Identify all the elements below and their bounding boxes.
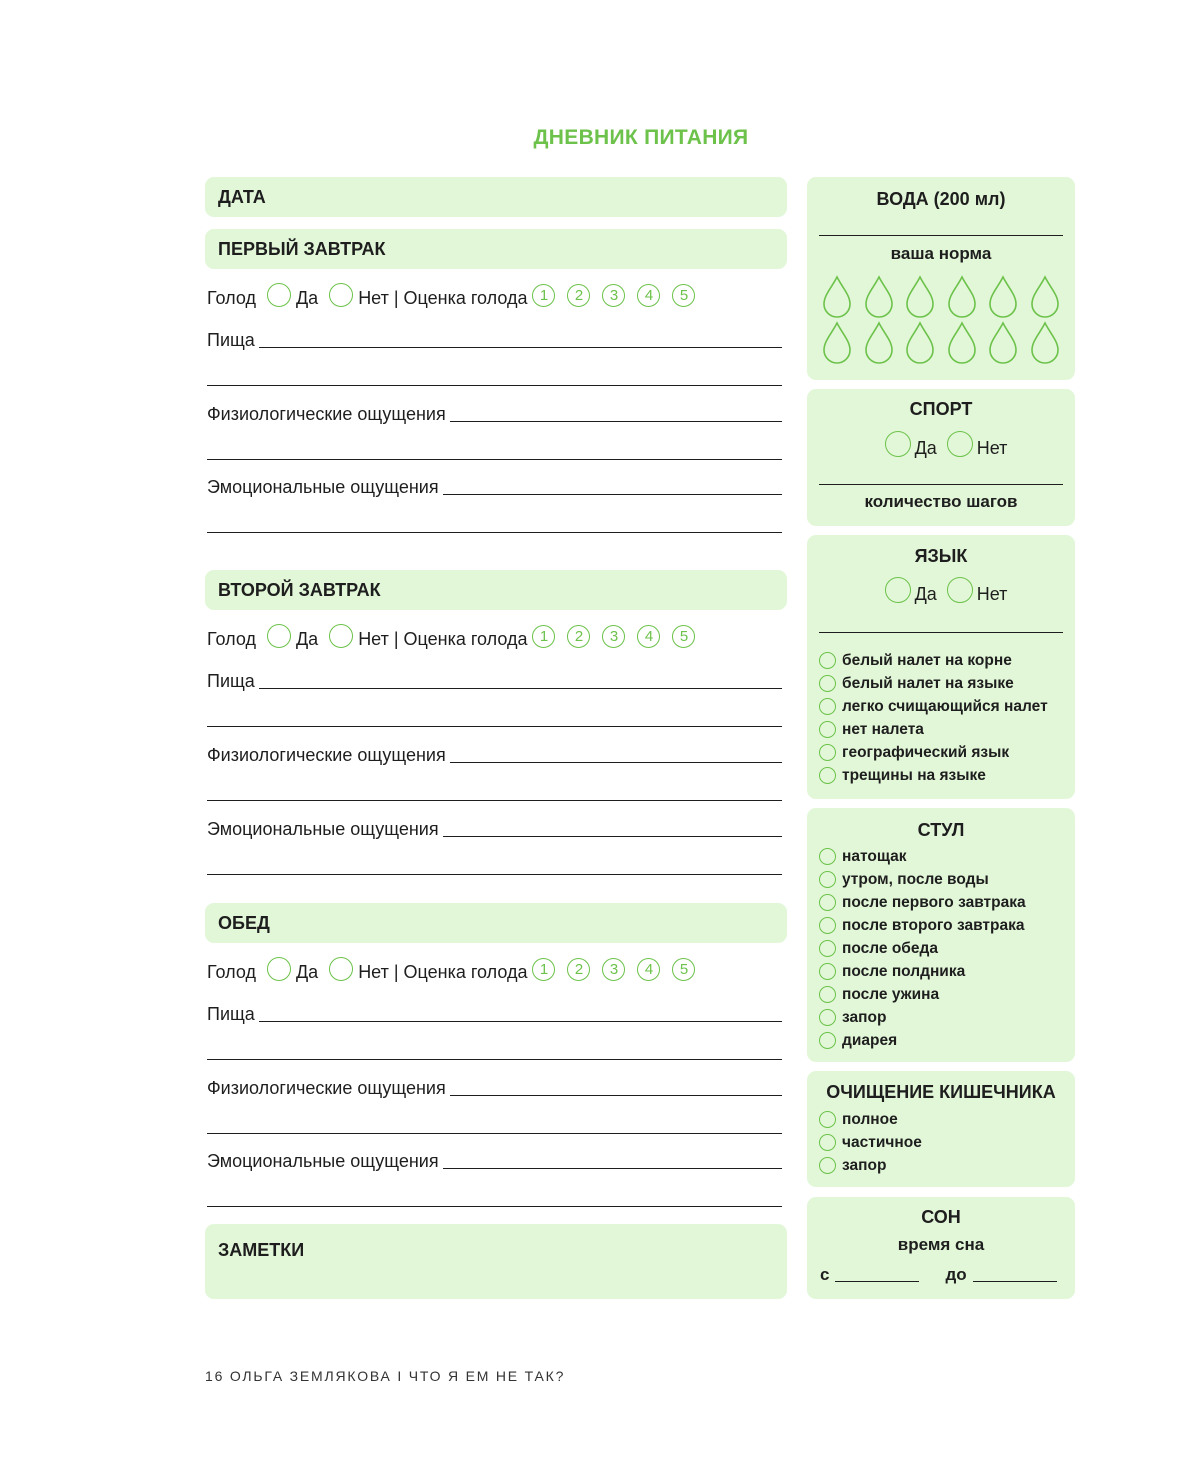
option-label: белый налет на языке <box>842 674 1014 692</box>
bowel-option[interactable] <box>819 1131 922 1154</box>
meal-header-second-breakfast <box>205 570 787 610</box>
sport-title: СПОРТ <box>909 399 973 419</box>
hunger-score-1[interactable]: 1 <box>532 958 555 981</box>
hunger-score-4[interactable]: 4 <box>637 958 660 981</box>
sleep-from-label: с <box>820 1265 830 1284</box>
option-label: географический язык <box>842 743 1010 761</box>
sport-no-label: Нет <box>976 437 1008 458</box>
food-field[interactable] <box>207 1004 782 1025</box>
water-drop-icon[interactable] <box>821 321 853 365</box>
stool-option[interactable] <box>819 960 1026 983</box>
option-label: после полдника <box>842 962 966 980</box>
tongue-option[interactable] <box>819 741 1048 764</box>
hunger-label: Голод <box>207 287 256 308</box>
tongue-yes-no <box>807 581 1075 607</box>
hunger-no-radio[interactable] <box>329 957 353 981</box>
water-norm-line[interactable] <box>819 235 1063 236</box>
option-radio[interactable] <box>819 1134 836 1151</box>
physical-field[interactable] <box>207 404 782 425</box>
sleep-time-row <box>820 1265 1057 1285</box>
physical-field-line[interactable] <box>207 1133 782 1134</box>
option-radio[interactable] <box>819 721 836 738</box>
hunger-score-1[interactable]: 1 <box>532 625 555 648</box>
page-title: ДНЕВНИК ПИТАНИЯ <box>533 126 749 149</box>
hunger-yes-label: Да <box>295 628 319 649</box>
water-drop-icon[interactable] <box>1029 275 1061 319</box>
physical-label: Физиологические ощущения <box>207 1078 446 1098</box>
tongue-option[interactable] <box>819 695 1048 718</box>
food-label: Пища <box>207 671 255 691</box>
option-radio[interactable] <box>819 963 836 980</box>
hunger-no-label: Нет | Оценка голода <box>358 961 528 982</box>
emotional-label: Эмоциональные ощущения <box>207 819 439 839</box>
sport-panel <box>807 389 1075 526</box>
option-radio[interactable] <box>819 1009 836 1026</box>
hunger-score-5[interactable]: 5 <box>672 958 695 981</box>
water-drop-icon[interactable] <box>987 275 1019 319</box>
physical-field-line[interactable] <box>207 459 782 460</box>
physical-label: Физиологические ощущения <box>207 404 446 424</box>
stool-option[interactable] <box>819 983 1026 1006</box>
option-label: легко счищающийся налет <box>842 697 1048 715</box>
bowel-title: ОЧИЩЕНИЕ КИШЕЧНИКА <box>826 1082 1056 1102</box>
option-label: диарея <box>842 1031 898 1049</box>
water-drop-icon[interactable] <box>946 275 978 319</box>
hunger-score-3[interactable]: 3 <box>602 284 625 307</box>
option-radio[interactable] <box>819 675 836 692</box>
physical-field-line[interactable] <box>207 800 782 801</box>
sleep-to-field[interactable] <box>973 1281 1057 1282</box>
stool-option[interactable] <box>819 845 1026 868</box>
hunger-yes-radio[interactable] <box>267 283 291 307</box>
sleep-to-label: до <box>945 1265 967 1284</box>
option-radio[interactable] <box>819 1111 836 1128</box>
food-label: Пища <box>207 1004 255 1024</box>
hunger-score-4[interactable]: 4 <box>637 625 660 648</box>
emotional-field-line[interactable] <box>207 532 782 533</box>
hunger-row <box>207 283 695 313</box>
meal-title: ПЕРВЫЙ ЗАВТРАК <box>218 239 386 259</box>
emotional-field-line[interactable] <box>207 874 782 875</box>
hunger-no-radio[interactable] <box>329 283 353 307</box>
water-drop-icon[interactable] <box>863 275 895 319</box>
hunger-label: Голод <box>207 628 256 649</box>
emotional-field[interactable] <box>207 477 782 498</box>
tongue-title: ЯЗЫК <box>914 546 968 566</box>
option-label: запор <box>842 1008 887 1026</box>
emotional-label: Эмоциональные ощущения <box>207 1151 439 1171</box>
tongue-yes-label: Да <box>914 583 937 604</box>
water-drops <box>821 275 1065 365</box>
stool-panel <box>807 808 1075 1062</box>
option-label: натощак <box>842 847 907 865</box>
option-radio[interactable] <box>819 1157 836 1174</box>
steps-label: количество шагов <box>864 492 1018 511</box>
hunger-no-label: Нет | Оценка голода <box>358 287 528 308</box>
food-field[interactable] <box>207 671 782 692</box>
water-drop-icon[interactable] <box>821 275 853 319</box>
tongue-option[interactable] <box>819 649 1048 672</box>
hunger-score-4[interactable]: 4 <box>637 284 660 307</box>
sleep-title: СОН <box>921 1207 961 1227</box>
tongue-yes-radio[interactable] <box>885 577 911 603</box>
option-label: нет налета <box>842 720 924 738</box>
tongue-option[interactable] <box>819 672 1048 695</box>
stool-option[interactable] <box>819 914 1026 937</box>
option-radio[interactable] <box>819 986 836 1003</box>
physical-label: Физиологические ощущения <box>207 745 446 765</box>
date-label: ДАТА <box>218 187 266 207</box>
tongue-no-label: Нет <box>976 583 1008 604</box>
emotional-field-line[interactable] <box>207 1206 782 1207</box>
sleep-from-field[interactable] <box>835 1281 919 1282</box>
meal-title: ОБЕД <box>218 913 270 933</box>
hunger-yes-radio[interactable] <box>267 624 291 648</box>
option-label: после первого завтрака <box>842 893 1026 911</box>
bowel-options <box>819 1108 922 1177</box>
option-radio[interactable] <box>819 894 836 911</box>
water-drop-icon[interactable] <box>946 321 978 365</box>
tongue-panel <box>807 535 1075 799</box>
tongue-no-radio[interactable] <box>947 577 973 603</box>
stool-option[interactable] <box>819 868 1026 891</box>
water-drop-icon[interactable] <box>904 321 936 365</box>
option-label: утром, после воды <box>842 870 989 888</box>
food-label: Пища <box>207 330 255 350</box>
option-label: полное <box>842 1110 898 1128</box>
emotional-label: Эмоциональные ощущения <box>207 477 439 497</box>
water-drop-icon[interactable] <box>1029 321 1061 365</box>
hunger-label: Голод <box>207 961 256 982</box>
option-radio[interactable] <box>819 1032 836 1049</box>
water-drop-icon[interactable] <box>987 321 1019 365</box>
sport-yes-radio[interactable] <box>885 431 911 457</box>
hunger-yes-label: Да <box>295 287 319 308</box>
water-drop-icon[interactable] <box>863 321 895 365</box>
option-radio[interactable] <box>819 871 836 888</box>
tongue-option[interactable] <box>819 718 1048 741</box>
stool-options <box>819 845 1026 1052</box>
hunger-yes-radio[interactable] <box>267 957 291 981</box>
stool-title: СТУЛ <box>917 820 965 840</box>
hunger-yes-label: Да <box>295 961 319 982</box>
stool-option[interactable] <box>819 891 1026 914</box>
stool-option[interactable] <box>819 1006 1026 1029</box>
notes-label: ЗАМЕТКИ <box>218 1240 305 1260</box>
hunger-score-2[interactable]: 2 <box>567 284 590 307</box>
option-radio[interactable] <box>819 940 836 957</box>
hunger-score-3[interactable]: 3 <box>602 958 625 981</box>
hunger-score-2[interactable]: 2 <box>567 625 590 648</box>
option-radio[interactable] <box>819 744 836 761</box>
physical-field[interactable] <box>207 1078 782 1099</box>
hunger-no-label: Нет | Оценка голода <box>358 628 528 649</box>
steps-line[interactable] <box>819 484 1063 485</box>
hunger-score-5[interactable]: 5 <box>672 284 695 307</box>
option-radio[interactable] <box>819 848 836 865</box>
hunger-score-3[interactable]: 3 <box>602 625 625 648</box>
meal-header-lunch <box>205 903 787 943</box>
option-label: после ужина <box>842 985 940 1003</box>
physical-field[interactable] <box>207 745 782 766</box>
sport-yes-no <box>807 435 1075 461</box>
stool-option[interactable] <box>819 937 1026 960</box>
meal-header-first-breakfast <box>205 229 787 269</box>
tongue-option[interactable] <box>819 764 1048 787</box>
notes-box[interactable] <box>205 1224 787 1299</box>
option-label: белый налет на корне <box>842 651 1012 669</box>
emotional-field[interactable] <box>207 1151 782 1172</box>
hunger-score-5[interactable]: 5 <box>672 625 695 648</box>
meal-title: ВТОРОЙ ЗАВТРАК <box>218 580 381 600</box>
option-label: запор <box>842 1156 887 1174</box>
stool-option[interactable] <box>819 1029 1026 1052</box>
water-title: ВОДА (200 мл) <box>876 189 1006 209</box>
water-drop-icon[interactable] <box>904 275 936 319</box>
sleep-panel <box>807 1197 1075 1299</box>
hunger-no-radio[interactable] <box>329 624 353 648</box>
food-field-line[interactable] <box>207 1059 782 1060</box>
option-radio[interactable] <box>819 767 836 784</box>
tongue-line[interactable] <box>819 632 1063 633</box>
hunger-row <box>207 957 695 987</box>
food-field-line[interactable] <box>207 385 782 386</box>
hunger-score-2[interactable]: 2 <box>567 958 590 981</box>
date-bar[interactable] <box>205 177 787 217</box>
option-label: трещины на языке <box>842 766 986 784</box>
option-radio[interactable] <box>819 698 836 715</box>
sleep-time-label: время сна <box>897 1235 985 1254</box>
sport-no-radio[interactable] <box>947 431 973 457</box>
option-label: после второго завтрака <box>842 916 1025 934</box>
option-radio[interactable] <box>819 652 836 669</box>
emotional-field[interactable] <box>207 819 782 840</box>
bowel-option[interactable] <box>819 1108 922 1131</box>
hunger-row <box>207 624 695 654</box>
sport-yes-label: Да <box>914 437 937 458</box>
page-footer: 16 ОЛЬГА ЗЕМЛЯКОВА I ЧТО Я ЕМ НЕ ТАК? <box>205 1368 566 1384</box>
bowel-panel <box>807 1071 1075 1187</box>
bowel-option[interactable] <box>819 1154 922 1177</box>
option-radio[interactable] <box>819 917 836 934</box>
hunger-score-1[interactable]: 1 <box>532 284 555 307</box>
option-label: частичное <box>842 1133 922 1151</box>
water-panel <box>807 177 1075 380</box>
food-field[interactable] <box>207 330 782 351</box>
water-norm-label: ваша норма <box>890 244 992 263</box>
tongue-options <box>819 649 1048 787</box>
food-field-line[interactable] <box>207 726 782 727</box>
option-label: после обеда <box>842 939 938 957</box>
